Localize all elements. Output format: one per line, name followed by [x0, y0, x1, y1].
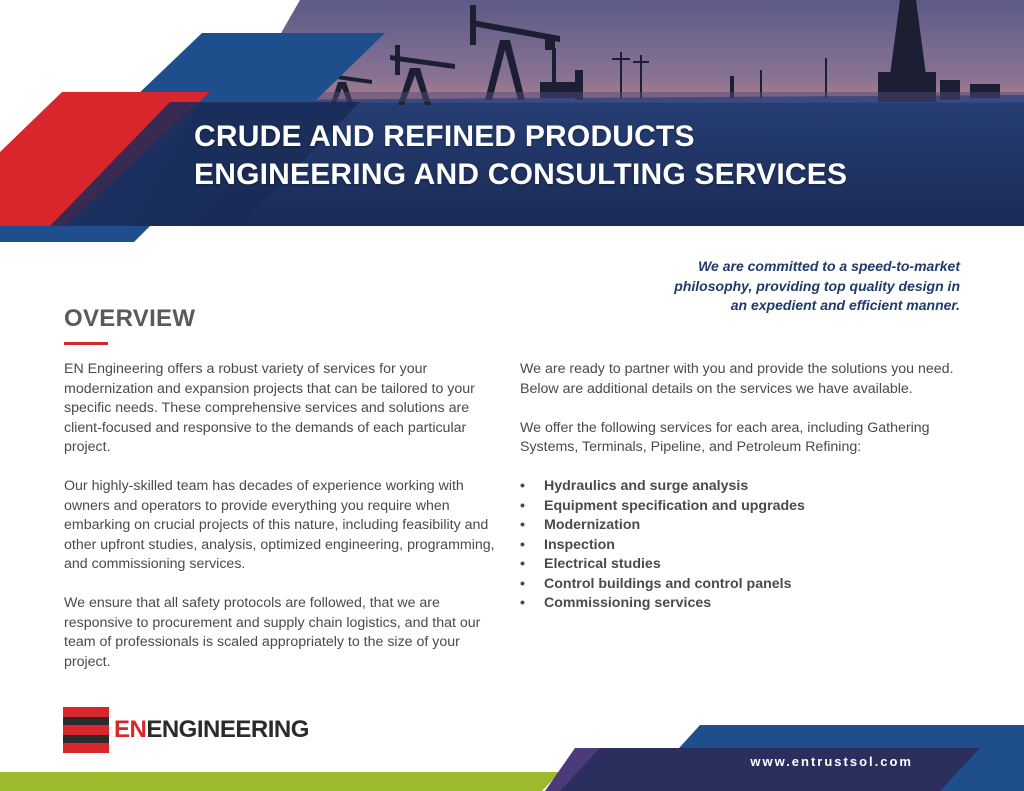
bullet-icon: • [520, 497, 525, 514]
service-label: Control buildings and control panels [544, 575, 792, 592]
overview-paragraph-5: We offer the following services for each area, including Gathering Systems, Terminals, Pipeline, and Petroleum Refining: [520, 419, 930, 455]
list-item [520, 555, 970, 575]
hero-banner [0, 0, 1024, 242]
bullet-icon: • [520, 575, 525, 592]
list-item [520, 516, 970, 536]
list-item [520, 536, 970, 556]
service-label: Modernization [544, 517, 641, 533]
list-item [520, 477, 970, 497]
bullet-icon: • [520, 517, 525, 533]
overview-left-column [64, 360, 499, 692]
bullet-icon: • [520, 478, 525, 494]
overview-heading: OVERVIEW [64, 305, 196, 332]
service-label: Commissioning services [544, 595, 712, 611]
tagline [630, 257, 960, 316]
bullet-icon: • [520, 536, 525, 553]
logo-engineering: ENGINEERING [146, 716, 309, 743]
page-title-line-1: CRUDE AND REFINED PRODUCTS [194, 120, 695, 153]
service-label: Equipment specification and upgrades [544, 497, 805, 514]
page-title-line-2: ENGINEERING AND CONSULTING SERVICES [194, 158, 848, 191]
tagline-line-2: philosophy, providing top quality design in [674, 277, 960, 294]
bullet-icon: • [520, 595, 525, 611]
website-url[interactable]: www.entrustsol.com [750, 754, 913, 769]
overview-paragraph-1: EN Engineering offers a robust variety of services for your modernization and expansion projects that can be tailored to your specific needs. These comprehensive services and solutions are client-focused and responsive to the demands of each particular project. [64, 361, 475, 455]
service-label: Inspection [544, 536, 615, 553]
services-list [520, 477, 970, 614]
service-label: Hydraulics and surge analysis [544, 478, 749, 494]
tagline-line-1: We are committed to a speed-to-market [698, 258, 960, 274]
overview-paragraph-3: We ensure that all safety protocols are followed, that we are responsive to procurement and supply chain logistics, and that our team of professionals is scaled appropriately to the size of your project. [64, 595, 481, 670]
bullet-icon: • [520, 556, 525, 572]
list-item [520, 594, 970, 614]
logo-en: EN [114, 716, 147, 743]
footer-band [0, 720, 1024, 791]
overview-paragraph-2: Our highly-skilled team has decades of experience working with owners and operators to provide everything you require when embarking on crucial projects of this nature, including feasibility and other upfront studies, analysis, optimized engineering, programming, and commissioning services. [64, 478, 495, 572]
overview-paragraph-4: We are ready to partner with you and provide the solutions you need. Below are additional details on the services we have available. [520, 361, 954, 397]
service-label: Electrical studies [544, 556, 661, 572]
overview-right-column [520, 360, 970, 614]
list-item [520, 497, 970, 517]
list-item [520, 575, 970, 595]
overview-heading-underline [64, 342, 108, 345]
tagline-line-3: an expedient and efficient manner. [730, 297, 960, 313]
page-title [194, 118, 954, 194]
